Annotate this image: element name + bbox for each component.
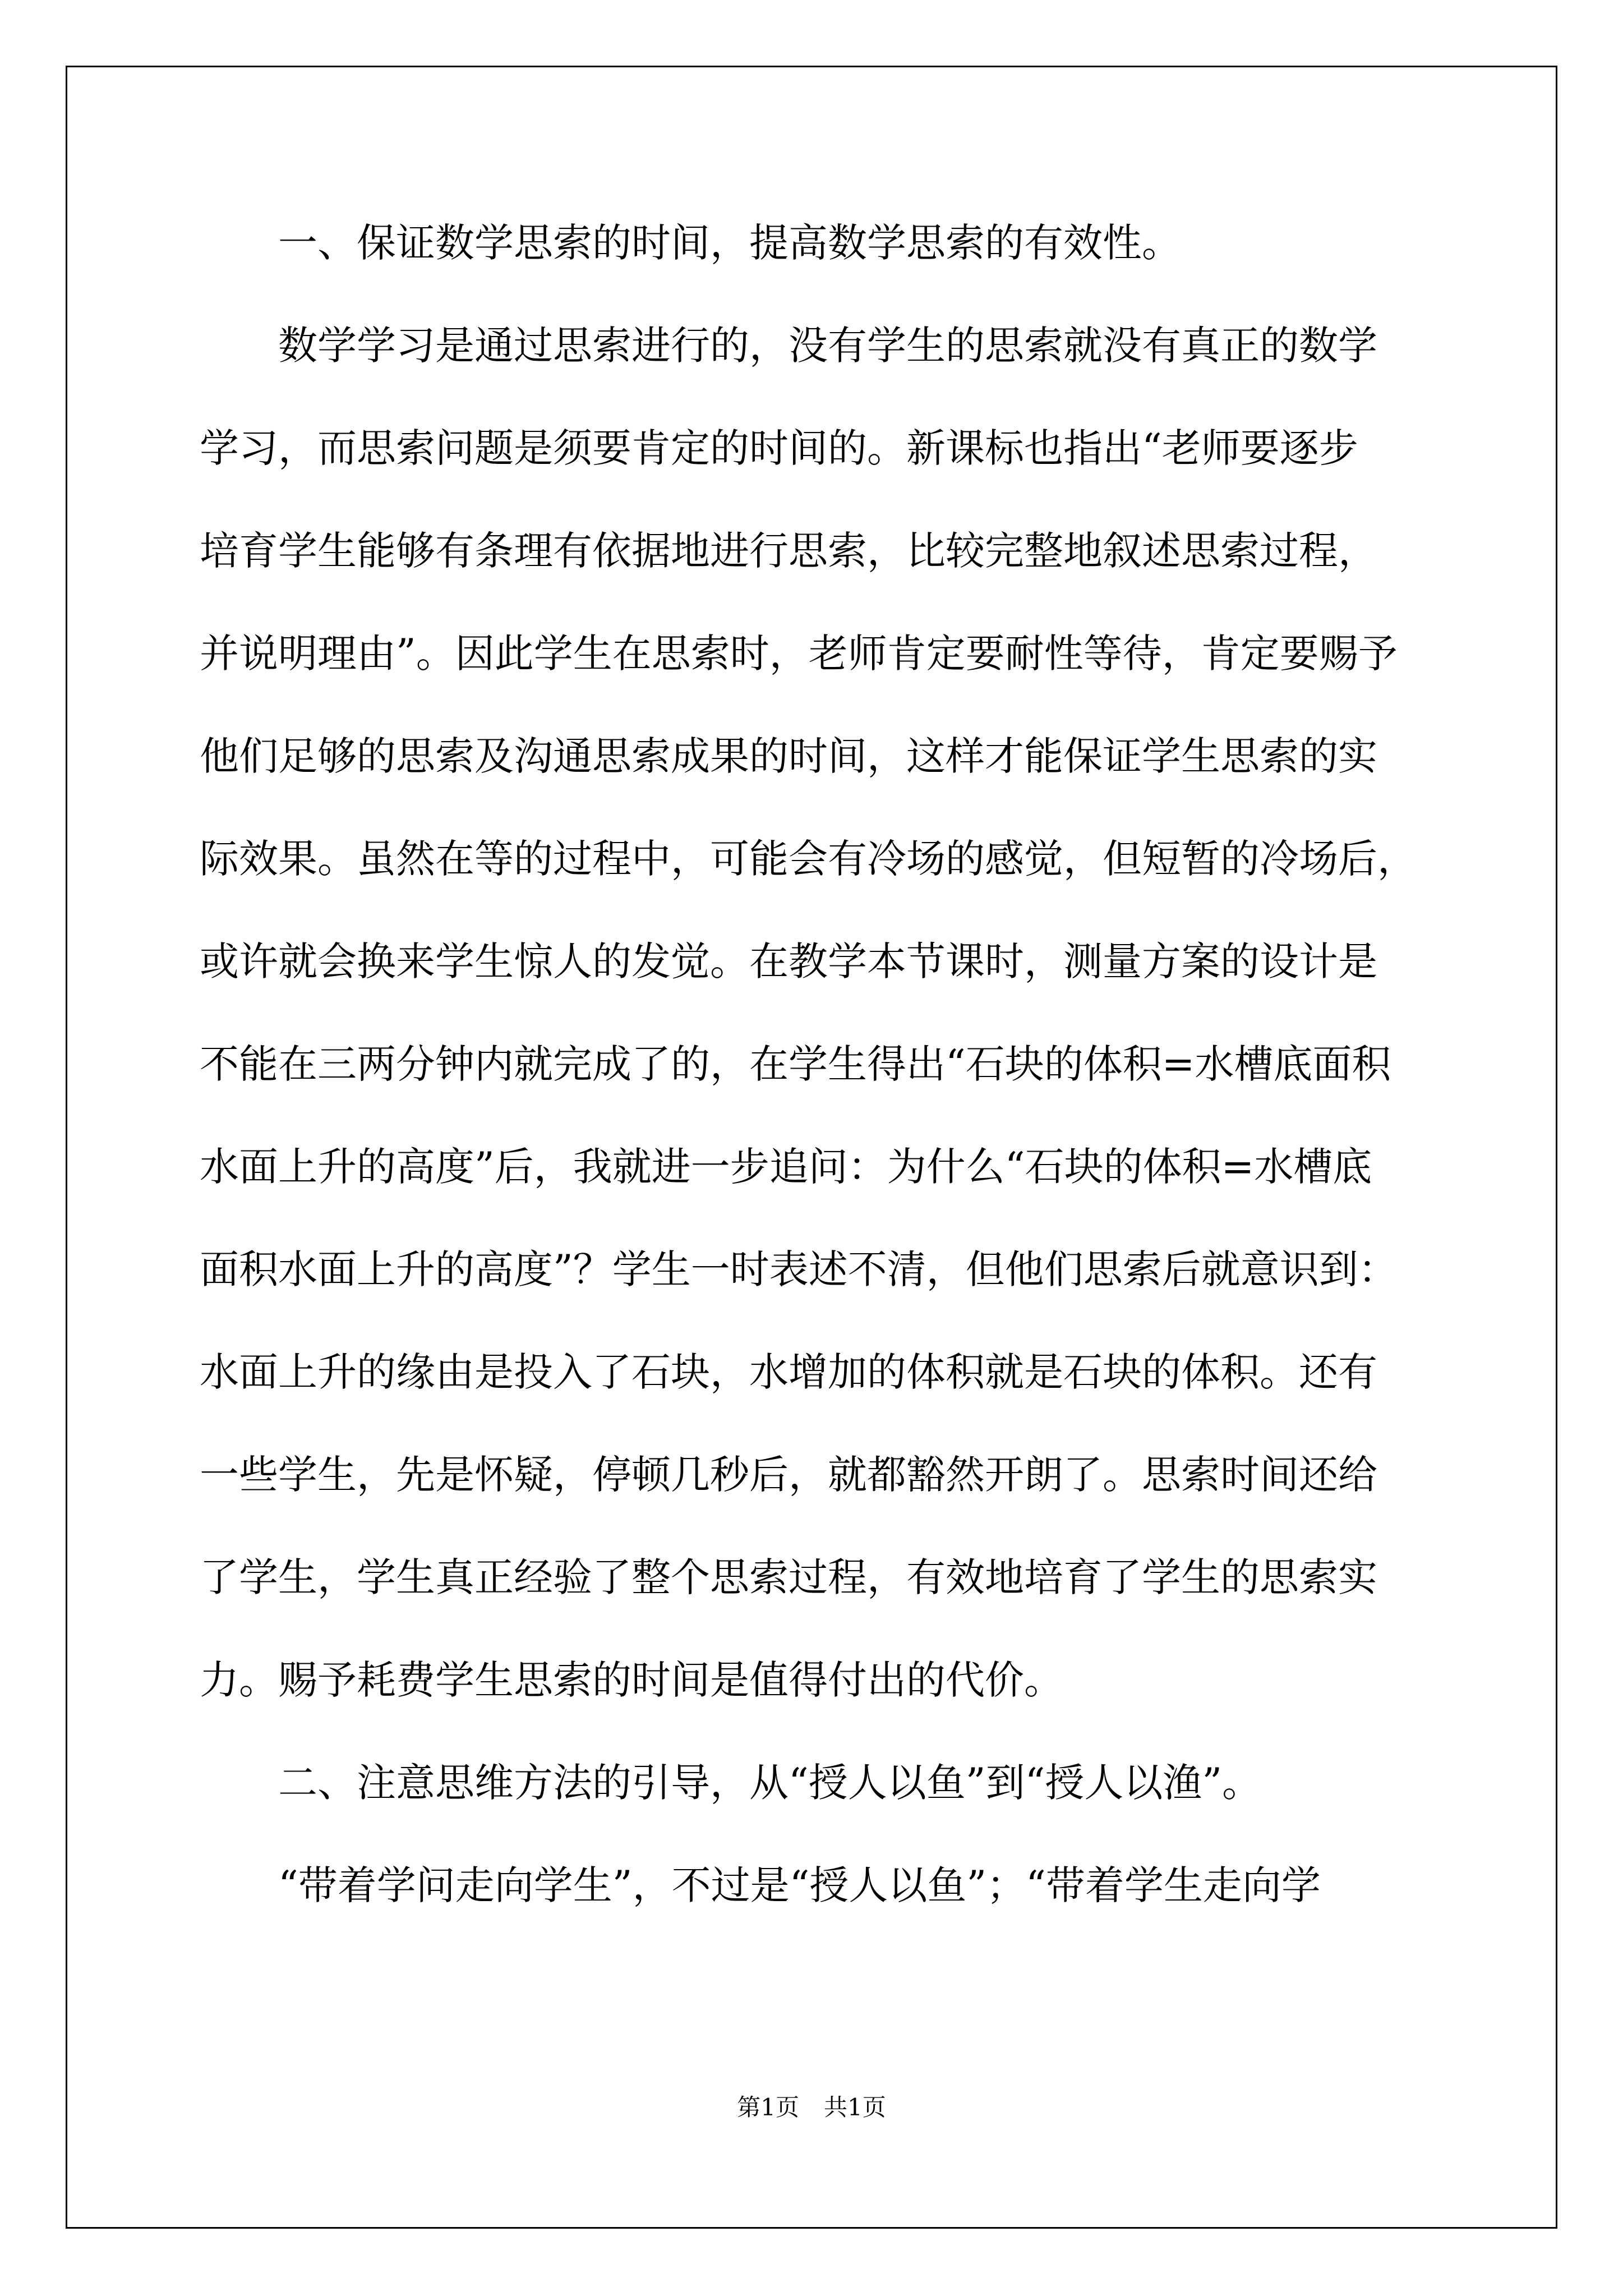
paragraph-line: 学习，而思索问题是须要肯定的时间的。新课标也指出“老师要逐步 (200, 425, 1358, 471)
paragraph-line: 他们足够的思索及沟通思索成果的时间，这样才能保证学生思索的实 (200, 733, 1377, 779)
paragraph-line: 数学学习是通过思索进行的，没有学生的思索就没有真正的数学 (278, 323, 1377, 369)
page-number-total: 共1页 (824, 2093, 886, 2121)
paragraph-line: 不能在三两分钟内就完成了的，在学生得出“石块的体积=水槽底面积 (200, 1041, 1391, 1087)
heading-section-1: 一、保证数学思索的时间，提高数学思索的有效性。 (278, 220, 1181, 266)
page-number-current: 第1页 (737, 2093, 799, 2121)
paragraph-line: 一些学生，先是怀疑，停顿几秒后，就都豁然开朗了。思索时间还给 (200, 1452, 1377, 1498)
paragraph-line: 际效果。虽然在等的过程中，可能会有冷场的感觉，但短暂的冷场后， (200, 836, 1417, 882)
page-footer (0, 2091, 1623, 2124)
paragraph-line: 水面上升的高度”后，我就进一步追问：为什么“石块的体积=水槽底 (200, 1144, 1372, 1190)
paragraph-line: 了学生，学生真正经验了整个思索过程，有效地培育了学生的思索实 (200, 1554, 1377, 1600)
paragraph-line: 或许就会换来学生惊人的发觉。在教学本节课时，测量方案的设计是 (200, 938, 1377, 984)
paragraph-line: 力。赐予耗费学生思索的时间是值得付出的代价。 (200, 1657, 1063, 1703)
paragraph-line: 培育学生能够有条理有依据地进行思索，比较完整地叙述思索过程， (200, 528, 1377, 574)
heading-section-2: 二、注意思维方法的引导，从“授人以鱼”到“授人以渔”。 (278, 1760, 1262, 1806)
paragraph-line: 水面上升的缘由是投入了石块，水增加的体积就是石块的体积。还有 (200, 1349, 1377, 1395)
paragraph-line: “带着学问走向学生”，不过是“授人以鱼”；“带着学生走向学 (278, 1862, 1321, 1908)
paragraph-line: 并说明理由”。因此学生在思索时，老师肯定要耐性等待，肯定要赐予 (200, 631, 1398, 677)
paragraph-line: 面积水面上升的高度”？学生一时表述不清，但他们思索后就意识到： (200, 1246, 1398, 1292)
